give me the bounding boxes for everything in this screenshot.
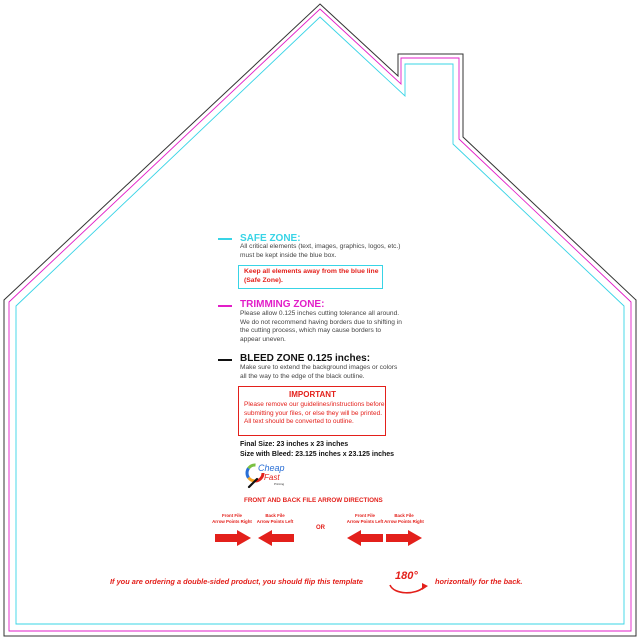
label-line: Front File xyxy=(354,513,375,518)
left-front-label xyxy=(212,513,252,524)
trimming-zone-text-line: appear uneven. xyxy=(240,335,286,343)
bleed-zone-text-line: all the way to the edge of the black outline. xyxy=(240,372,365,380)
logo-word-cheap: Cheap xyxy=(258,463,285,473)
trimming-zone-text xyxy=(240,310,402,344)
bleed-zone-title: BLEED ZONE 0.125 inches: xyxy=(240,353,371,364)
trimming-zone-text-line: Please allow 0.125 inches cutting tolerance all around. xyxy=(240,310,400,317)
important-text xyxy=(244,401,385,427)
bleed-size: Size with Bleed: 23.125 inches x 23.125 inches xyxy=(240,450,395,458)
bleed-zone-key-line xyxy=(218,359,232,361)
arrow-right-icon xyxy=(386,530,422,546)
logo-word-printing: Printing xyxy=(274,482,285,486)
safe-zone-callout-text xyxy=(244,268,378,286)
arrow-left-icon xyxy=(347,530,383,546)
arrow-left-icon xyxy=(258,530,294,546)
trimming-zone-title: TRIMMING ZONE: xyxy=(240,299,325,310)
logo-word-fast: Fast xyxy=(264,473,280,482)
trimming-zone-key-line xyxy=(218,305,232,307)
trimming-zone-text-line: We do not recommend having borders due to shifting in xyxy=(240,318,402,326)
rotate-180-badge xyxy=(386,569,432,595)
important-text-line: Please remove our guidelines/instructions before xyxy=(244,401,385,408)
bleed-zone-text xyxy=(240,364,397,381)
label-line: Back File xyxy=(265,513,285,518)
size-info xyxy=(240,440,394,460)
right-front-label xyxy=(344,513,386,524)
label-line: Arrow Points Right xyxy=(212,518,252,524)
safe-zone-callout-line: (Safe Zone). xyxy=(244,276,283,284)
safe-zone-text xyxy=(240,243,401,260)
trimming-zone-text-line: the cutting process, which may cause borders to xyxy=(240,327,382,335)
final-size: Final Size: 23 inches x 23 inches xyxy=(240,441,349,448)
flip-note-after: horizontally for the back. xyxy=(435,577,523,586)
label-line: Front File xyxy=(221,513,242,518)
important-title: IMPORTANT xyxy=(289,390,336,399)
rotate-degrees: 180° xyxy=(395,570,418,582)
label-line: Arrow Points Left xyxy=(346,518,384,524)
label-line: Arrow Points Left xyxy=(256,518,294,524)
safe-zone-key-line xyxy=(218,238,232,240)
important-text-line: All text should be converted to outline. xyxy=(244,418,354,426)
flip-note-before: If you are ordering a double-sided product, you should flip this template xyxy=(110,577,363,586)
safe-zone-text-line: All critical elements (text, images, graphics, logos, etc.) xyxy=(240,243,401,250)
or-label: OR xyxy=(316,525,325,531)
brand-logo xyxy=(244,461,304,491)
important-text-line: submitting your files, or else they will be printed. xyxy=(244,409,383,417)
label-line: Arrow Points Right xyxy=(384,518,424,524)
safe-zone-title: SAFE ZONE: xyxy=(240,233,301,244)
label-line: Back File xyxy=(394,513,414,518)
arrow-right-icon xyxy=(215,530,251,546)
arrow-directions-heading: FRONT AND BACK FILE ARROW DIRECTIONS xyxy=(244,497,383,504)
safe-zone-text-line: must be kept inside the blue box. xyxy=(240,251,337,259)
right-back-label xyxy=(383,513,425,524)
bleed-zone-text-line: Make sure to extend the background images or colors xyxy=(240,364,398,371)
safe-zone-callout-line: Keep all elements away from the blue line xyxy=(244,268,379,275)
left-back-label xyxy=(254,513,296,524)
